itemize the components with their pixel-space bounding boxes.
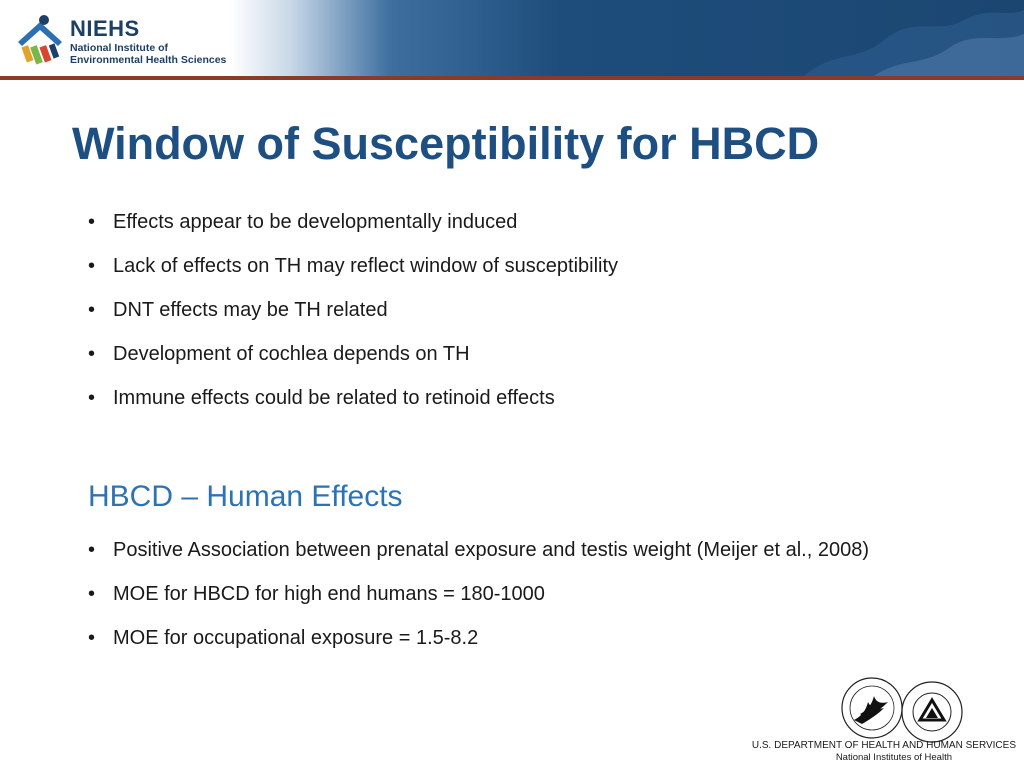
hhs-department-text: U.S. DEPARTMENT OF HEALTH AND HUMAN SERVICES (751, 740, 1016, 751)
list-item: • Development of cochlea depends on TH (88, 342, 948, 366)
list-item: • MOE for occupational exposure = 1.5-8.2 (88, 626, 948, 650)
section-heading: HBCD – Human Effects (88, 480, 403, 513)
list-item: • Immune effects could be related to retinoid effects (88, 386, 948, 410)
list-item: • MOE for HBCD for high end humans = 180-1000 (88, 582, 948, 606)
nih-agency-text: National Institutes of Health (835, 752, 952, 763)
slide-title: Window of Susceptibility for HBCD (72, 118, 820, 169)
header-banner (0, 0, 1024, 76)
niehs-emblem-icon (14, 12, 66, 68)
bullet-list-susceptibility (88, 210, 948, 430)
wave-decoration-icon (764, 0, 1024, 76)
hhs-seal-icon (838, 674, 906, 742)
list-item: • Lack of effects on TH may reflect window of susceptibility (88, 254, 948, 278)
logo-wordmark: NIEHS (70, 16, 140, 41)
logo-subtitle: National Institute of Environmental Health Sciences (70, 42, 227, 66)
list-item: • DNT effects may be TH related (88, 298, 948, 322)
list-item: • Positive Association between prenatal exposure and testis weight (Meijer et al., 2008) (88, 538, 948, 562)
nih-seal-icon (898, 678, 966, 746)
header-divider (0, 76, 1024, 80)
niehs-logo (14, 12, 227, 68)
list-item: • Effects appear to be developmentally induced (88, 210, 948, 234)
bullet-list-human-effects (88, 538, 948, 670)
